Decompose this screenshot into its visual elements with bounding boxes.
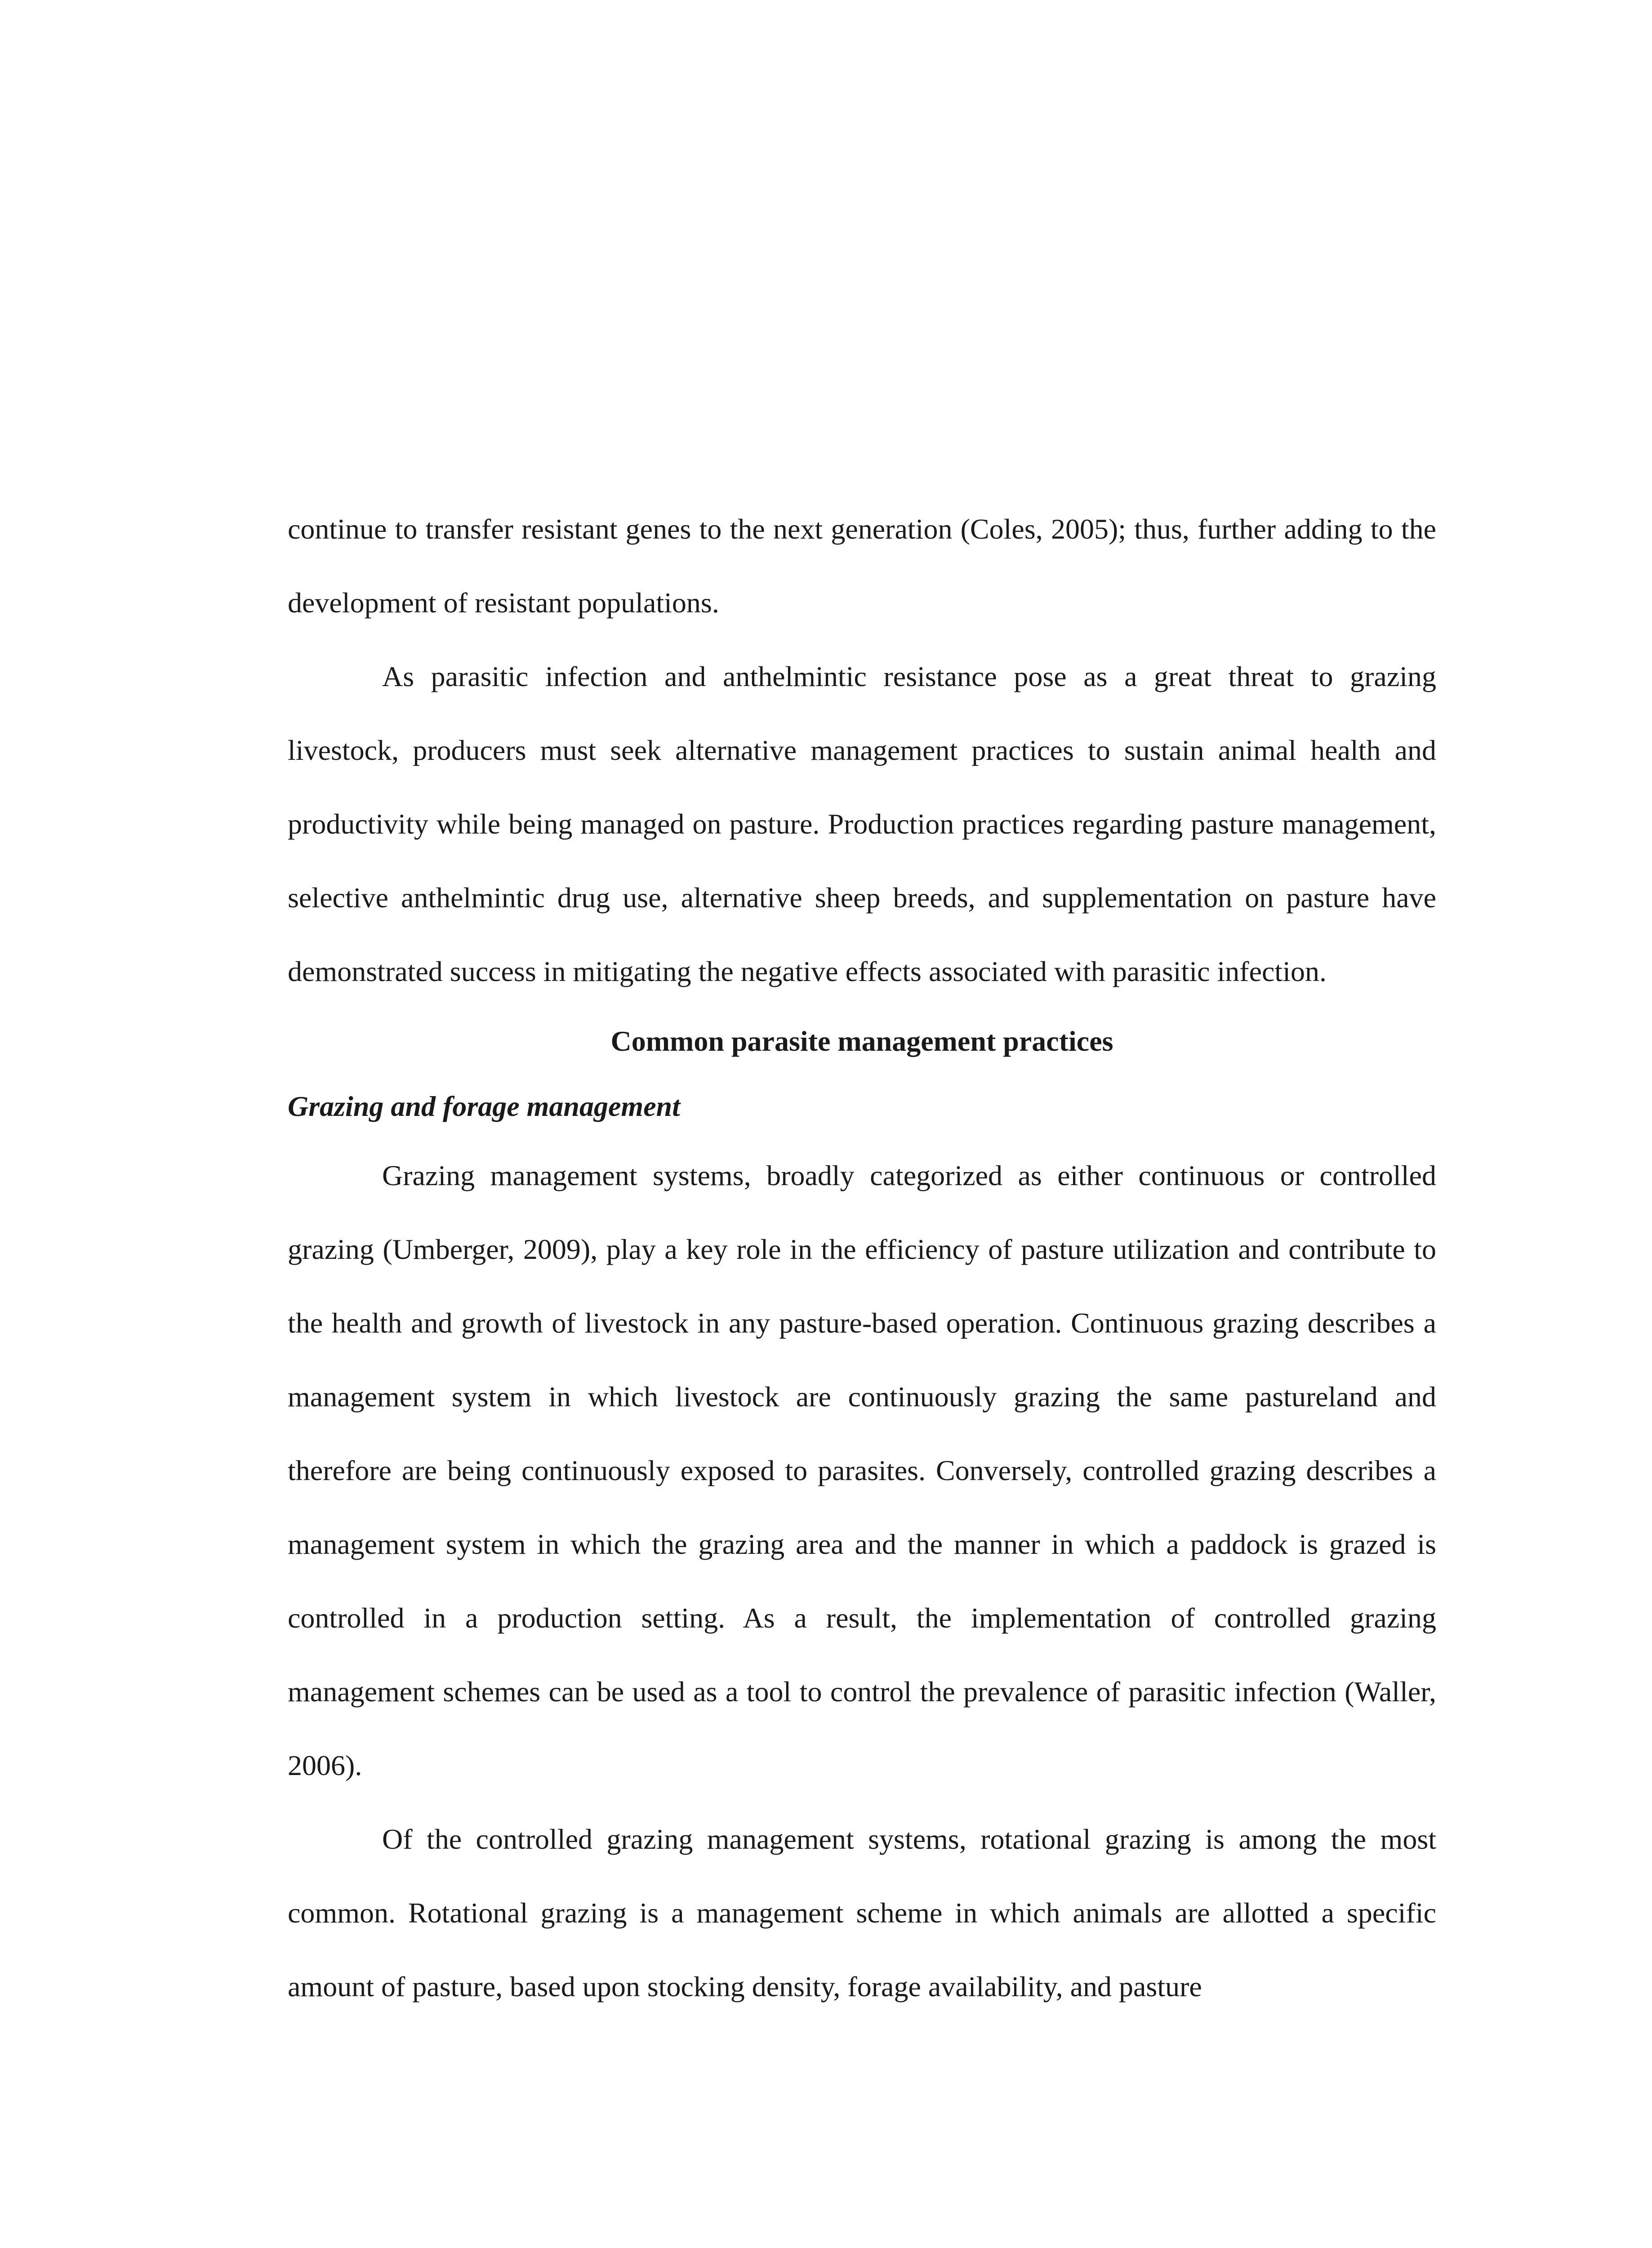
page-body (288, 492, 1436, 2024)
paragraph-rotational-grazing: Of the controlled grazing management systems, rotational grazing is among the most common. Rotational grazing is a management scheme in which animals are allotted a specific amount of pasture, based upon stocking density, forage availability, and pasture (288, 1823, 1436, 2003)
paragraph-alternative-practices: As parasitic infection and anthelmintic resistance pose as a great threat to grazing livestock, producers must seek alternative management practices to sustain animal health and productivity while being managed on pasture. Production practices regarding pasture management, selective anthelmintic drug use, alternative sheep breeds, and supplementation on pasture have demonstrated success in mitigating the negative effects associated with parasitic infection. (288, 660, 1436, 987)
paragraph-continuation: continue to transfer resistant genes to the next generation (Coles, 2005); thus, further adding to the development of resistant populations. (288, 513, 1436, 619)
section-heading: Common parasite management practices (610, 1025, 1113, 1057)
subsection-heading: Grazing and forage management (288, 1090, 680, 1122)
paragraph-grazing-systems: Grazing management systems, broadly categorized as either continuous or controlled grazing (Umberger, 2009), play a key role in the efficiency of pasture utilization and contribute to the health and growth of livestock in any pasture-based operation. Continuous grazing describes a management system in which livestock are continuously grazing the same pastureland and therefore are being continuously exposed to parasites. Conversely, controlled grazing describes a management system in which the grazing area and the manner in which a paddock is grazed is controlled in a production setting. As a result, the implementation of controlled grazing management schemes can be used as a tool to control the prevalence of parasitic infection (Waller, 2006). (288, 1160, 1436, 1781)
